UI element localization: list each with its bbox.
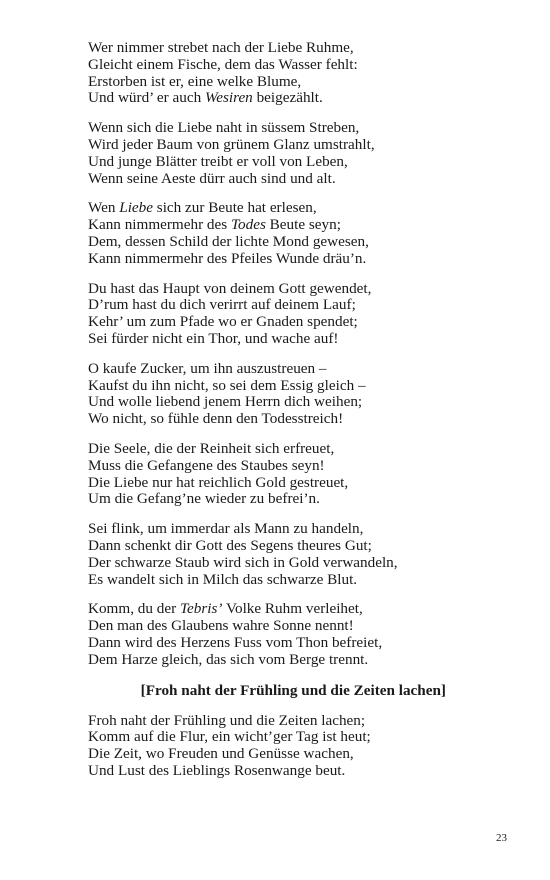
verse-line [88,40,508,57]
stanza [88,601,508,668]
verse-text: Kaufst du ihn nicht, so sei dem Essig gleich – [88,376,366,394]
verse-line [88,394,508,411]
verse-line [88,217,508,234]
verse-line [88,137,508,154]
poem-heading: [Froh naht der Frühling und die Zeiten lachen] [140,681,446,699]
italic-word: Wesiren [204,89,253,107]
stanza [88,521,508,588]
verse-text: Die Zeit, wo Freuden und Genüsse wachen, [88,745,354,763]
verse-line [88,331,508,348]
verse-text: Wo nicht, so fühle denn den Todesstreich! [88,410,344,428]
stanza [88,200,508,267]
verse-line [88,713,508,730]
verse-text: Erstorben ist er, eine welke Blume, [88,72,302,90]
verse-line [88,555,508,572]
verse-line [88,234,508,251]
verse-text: Sei flink, um immerdar als Mann zu handeln, [88,520,364,538]
verse-line [88,120,508,137]
verse-text: Kann nimmermehr des [88,216,231,234]
verse-text: Um die Gefang’ne wieder zu befrei’n. [88,490,320,508]
verse-line [88,475,508,492]
verse-text: Dann wird des Herzens Fuss vom Thon befreiet, [88,633,383,651]
verse-line [88,441,508,458]
verse-line [88,314,508,331]
verse-text: Und Lust des Lieblings Rosenwange beut. [88,761,346,779]
stanza [88,281,508,348]
verse-text: Wer nimmer strebet nach der Liebe Ruhme, [88,39,354,56]
verse-text: Es wandelt sich in Milch das schwarze Blut. [88,570,358,588]
poem-text [88,40,508,793]
verse-text: sich zur Beute hat erlesen, [153,199,317,217]
verse-text: Wenn seine Aeste dürr auch sind und alt. [88,169,336,187]
verse-text: Der schwarze Staub wird sich in Gold verwandeln, [88,553,398,571]
italic-word: Tebris’ [179,600,223,618]
verse-line [88,763,508,780]
verse-line [88,154,508,171]
verse-text: Den man des Glaubens wahre Sonne nennt! [88,617,354,635]
verse-line [88,90,508,107]
stanza [88,120,508,187]
verse-line [88,361,508,378]
verse-text: Sei fürder nicht ein Thor, und wache auf! [88,329,339,347]
verse-text: Du hast das Haupt von deinem Gott gewendet, [88,279,372,297]
verse-line [88,746,508,763]
verse-text: Wird jeder Baum von grünem Glanz umstrahlt, [88,135,375,153]
verse-line [88,521,508,538]
verse-line [88,251,508,268]
verse-line [88,729,508,746]
verse-line [88,635,508,652]
verse-text: Muss die Gefangene des Staubes seyn! [88,456,325,474]
verse-text: Beute seyn; [265,216,341,234]
verse-line [88,618,508,635]
verse-text: Und würd’ er auch [88,89,205,107]
verse-text: Und junge Blätter treibt er voll von Leben, [88,152,348,170]
verse-text: O kaufe Zucker, um ihn auszustreuen – [88,359,327,377]
verse-text: Wen [88,199,120,217]
verse-text: Froh naht der Frühling und die Zeiten lachen; [88,711,366,729]
verse-text: D’rum hast du dich verirrt auf deinem Lauf; [88,296,356,314]
italic-word: Liebe [119,199,153,217]
verse-line [88,281,508,298]
stanza-group-after-heading [88,713,508,780]
verse-text: Komm auf die Flur, ein wicht’ger Tag ist heut; [88,728,371,746]
verse-text: Die Liebe nur hat reichlich Gold gestreuet, [88,473,349,491]
verse-text: Kehr’ um zum Pfade wo er Gnaden spendet; [88,313,358,331]
verse-text: Dem, dessen Schild der lichte Mond gewesen, [88,232,369,250]
verse-line [88,171,508,188]
verse-line [88,652,508,669]
stanza [88,713,508,780]
verse-line [88,297,508,314]
verse-line [88,572,508,589]
verse-text: Gleicht einem Fische, dem das Wasser fehlt: [88,55,358,73]
verse-text: Komm, du der [88,600,180,618]
verse-line [88,601,508,618]
verse-line [88,458,508,475]
verse-line [88,200,508,217]
italic-word: Todes [230,216,266,234]
verse-text: Kann nimmermehr des Pfeiles Wunde dräu’n. [88,249,367,267]
verse-line [88,57,508,74]
verse-text: Wenn sich die Liebe naht in süssem Streben, [88,119,360,137]
verse-line [88,411,508,428]
verse-text: beigezählt. [252,89,323,107]
verse-text: Dann schenkt dir Gott des Segens theures Gut; [88,536,372,554]
verse-text: Volke Ruhm verleihet, [222,600,363,618]
verse-text: Und wolle liebend jenem Herrn dich weihen; [88,393,363,411]
verse-line [88,74,508,91]
stanza [88,441,508,508]
stanza [88,361,508,428]
stanza-group [88,40,508,669]
stanza [88,40,508,107]
page-number: 23 [496,832,507,844]
verse-text: Dem Harze gleich, das sich vom Berge trennt. [88,650,369,668]
verse-line [88,538,508,555]
verse-text: Die Seele, die der Reinheit sich erfreuet, [88,439,335,457]
verse-line [88,491,508,508]
verse-line [88,378,508,395]
